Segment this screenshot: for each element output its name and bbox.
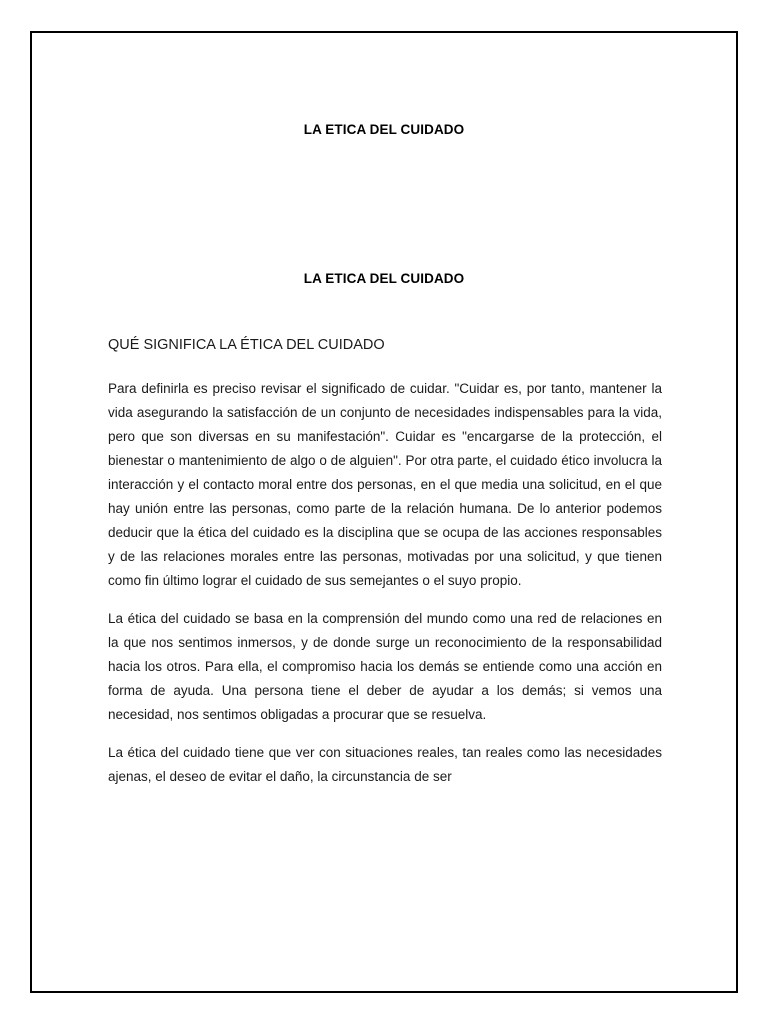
- paragraph-1: Para definirla es preciso revisar el significado de cuidar. "Cuidar es, por tanto, mantener la vida asegurando la satisfacción de un conjunto de necesidades indispensables para la vida, pero que son diversas en su manifestación". Cuidar es "encargarse de la protección, el bienestar o mantenimiento de algo o de alguien". Por otra parte, el cuidado ético involucra la interacción y el contacto moral entre dos personas, en el que media una solicitud, en el que hay unión entre las personas, como parte de la relación humana. De lo anterior podemos deducir que la ética del cuidado es la disciplina que se ocupa de las acciones responsables y de las relaciones morales entre las personas, motivadas por una solicitud, y que tienen como fin último lograr el cuidado de sus semejantes o el suyo propio.: [108, 381, 662, 588]
- document-title: LA ETICA DEL CUIDADO: [303, 271, 465, 286]
- body-text: [108, 377, 662, 803]
- paragraph-2: La ética del cuidado se basa en la comprensión del mundo como una red de relaciones en la que nos sentimos inmersos, y de donde surge un reconocimiento de la responsabilidad hacia los otros. Para ella, el compromiso hacia los demás se entiende como una acción en forma de ayuda. Una persona tiene el deber de ayudar a los demás; si vemos una necesidad, nos sentimos obligadas a procurar que se resuelva.: [108, 611, 662, 722]
- cover-title: LA ETICA DEL CUIDADO: [303, 122, 465, 137]
- paragraph-3: La ética del cuidado tiene que ver con situaciones reales, tan reales como las necesidades ajenas, el deseo de evitar el daño, la circunstancia de ser: [108, 745, 662, 784]
- section-heading: QUÉ SIGNIFICA LA ÉTICA DEL CUIDADO: [108, 337, 385, 353]
- document-page: [30, 31, 738, 993]
